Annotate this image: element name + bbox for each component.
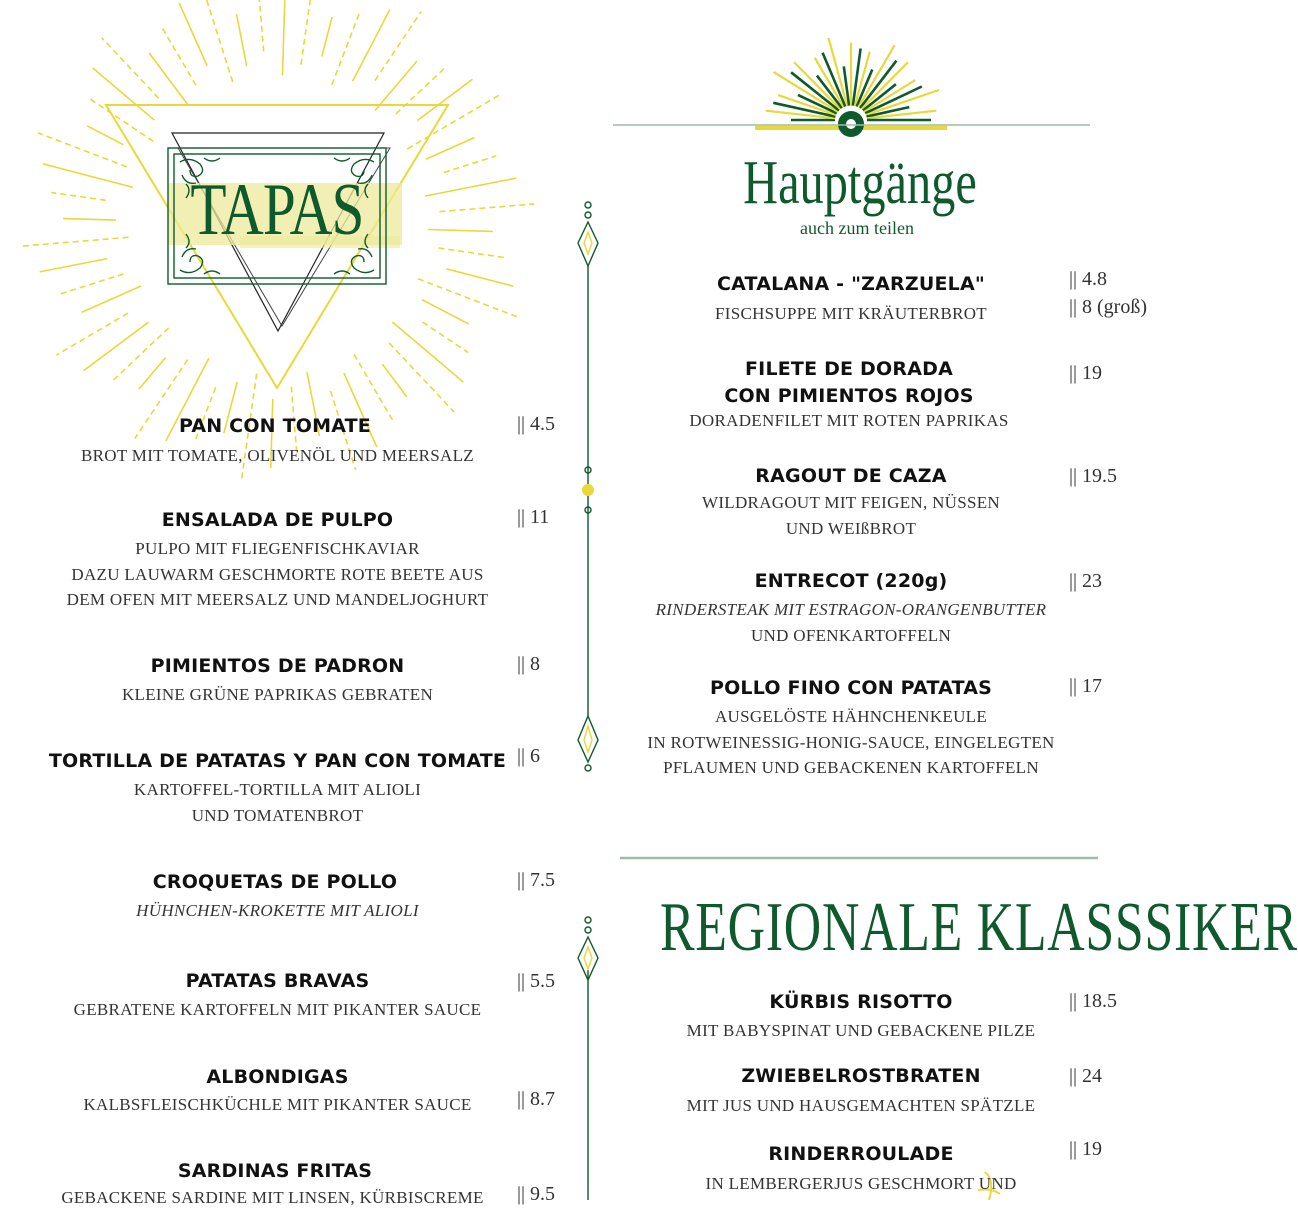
dish-price: || 9.5 <box>517 1183 556 1205</box>
dish-name: PIMIENTOS DE PADRON <box>150 655 405 677</box>
dish-name: CATALANA - "ZARZUELA" <box>716 273 985 295</box>
dish-desc: RINDERSTEAK MIT ESTRAGON-ORANGENBUTTER UND OFENKARTOFFELN <box>655 600 1047 645</box>
dish-desc: GEBRATENE KARTOFFELN MIT PIKANTER SAUCE <box>73 1000 482 1019</box>
dish-name: CROQUETAS DE POLLO <box>152 871 398 893</box>
dish-name: POLLO FINO CON PATATAS <box>709 677 993 699</box>
dish-price: || 19 <box>1069 1138 1103 1160</box>
dish-price: || 18.5 <box>1069 990 1118 1012</box>
dish-desc: MIT BABYSPINAT UND GEBACKENE PILZE <box>686 1021 1036 1040</box>
dish-name: ENTRECOT (220g) <box>754 570 948 592</box>
hauptgaenge-title: Hauptgänge <box>743 149 977 217</box>
dish-price: || 4.8 || 8 (groß) <box>1069 268 1147 318</box>
dish-desc: WILDRAGOUT MIT FEIGEN, NÜSSEN UND WEIßBROT <box>701 493 1000 538</box>
dish-price: || 19 <box>1069 362 1103 384</box>
dish-price: || 24 <box>1069 1065 1103 1087</box>
dish-desc: MIT JUS UND HAUSGEMACHTEN SPÄTZLE <box>686 1096 1036 1115</box>
dish-name: TORTILLA DE PATATAS Y PAN CON TOMATE <box>48 750 507 772</box>
dish-price: || 11 <box>517 506 550 528</box>
dish-price: || 4.5 <box>517 413 556 435</box>
dish-desc: GEBACKENE SARDINE MIT LINSEN, KÜRBISCREME <box>61 1188 484 1207</box>
dish-name: FILETE DE DORADA CON PIMIENTOS ROJOS <box>724 358 974 407</box>
dish-desc: FISCHSUPPE MIT KRÄUTERBROT <box>715 304 987 323</box>
dish-desc: HÜHNCHEN-KROKETTE MIT ALIOLI <box>136 901 419 920</box>
tapas-title: TAPAS <box>190 169 364 251</box>
dish-name: ALBONDIGAS <box>206 1066 349 1088</box>
dish-price: || 19.5 <box>1069 465 1118 487</box>
column-divider <box>578 202 598 1200</box>
dish-name: SARDINAS FRITAS <box>177 1160 373 1182</box>
dish-name: ENSALADA DE PULPO <box>161 509 394 531</box>
dish-price: || 7.5 <box>517 869 556 891</box>
dish-desc: KALBSFLEISCHKÜCHLE MIT PIKANTER SAUCE <box>83 1095 472 1114</box>
dish-desc: KARTOFFEL-TORTILLA MIT ALIOLI UND TOMATENBROT <box>133 780 422 825</box>
dish-desc: KLEINE GRÜNE PAPRIKAS GEBRATEN <box>121 685 434 704</box>
dish-name: RAGOUT DE CAZA <box>755 465 947 487</box>
dish-desc: DORADENFILET MIT ROTEN PAPRIKAS <box>689 411 1009 430</box>
dish-price: || 17 <box>1069 675 1103 697</box>
dish-name: KÜRBIS RISOTTO <box>769 991 953 1013</box>
dish-price: || 8 <box>517 653 541 675</box>
dish-desc: BROT MIT TOMATE, OLIVENÖL UND MEERSALZ <box>81 446 474 465</box>
dish-price: || 5.5 <box>517 970 556 992</box>
regionale-title: REGIONALE KLASSSIKER <box>660 889 1298 966</box>
dish-desc: PULPO MIT FLIEGENFISCHKAVIAR DAZU LAUWARM GESCHMORTE ROTE BEETE AUS DEM OFEN MIT MEERSALZ UND MANDELJOGHURT <box>66 539 489 609</box>
dish-desc: IN LEMBERGERJUS GESCHMORT UND <box>705 1174 1017 1193</box>
dish-price: || 6 <box>517 745 541 767</box>
dish-name: RINDERROULADE <box>768 1143 954 1165</box>
dish-desc: AUSGELÖSTE HÄHNCHENKEULE IN ROTWEINESSIG-HONIG-SAUCE, EINGELEGTEN PFLAUMEN UND GEBACKENEN KARTOFFELN <box>647 707 1055 777</box>
dish-price: || 23 <box>1069 570 1103 592</box>
dish-name: PAN CON TOMATE <box>178 415 371 437</box>
hauptgaenge-subtitle: auch zum teilen <box>800 218 914 238</box>
dish-name: ZWIEBELROSTBRATEN <box>741 1065 981 1087</box>
dish-price: || 8.7 <box>517 1088 556 1110</box>
dish-name: PATATAS BRAVAS <box>185 970 370 992</box>
divider-dot-icon <box>582 484 594 496</box>
